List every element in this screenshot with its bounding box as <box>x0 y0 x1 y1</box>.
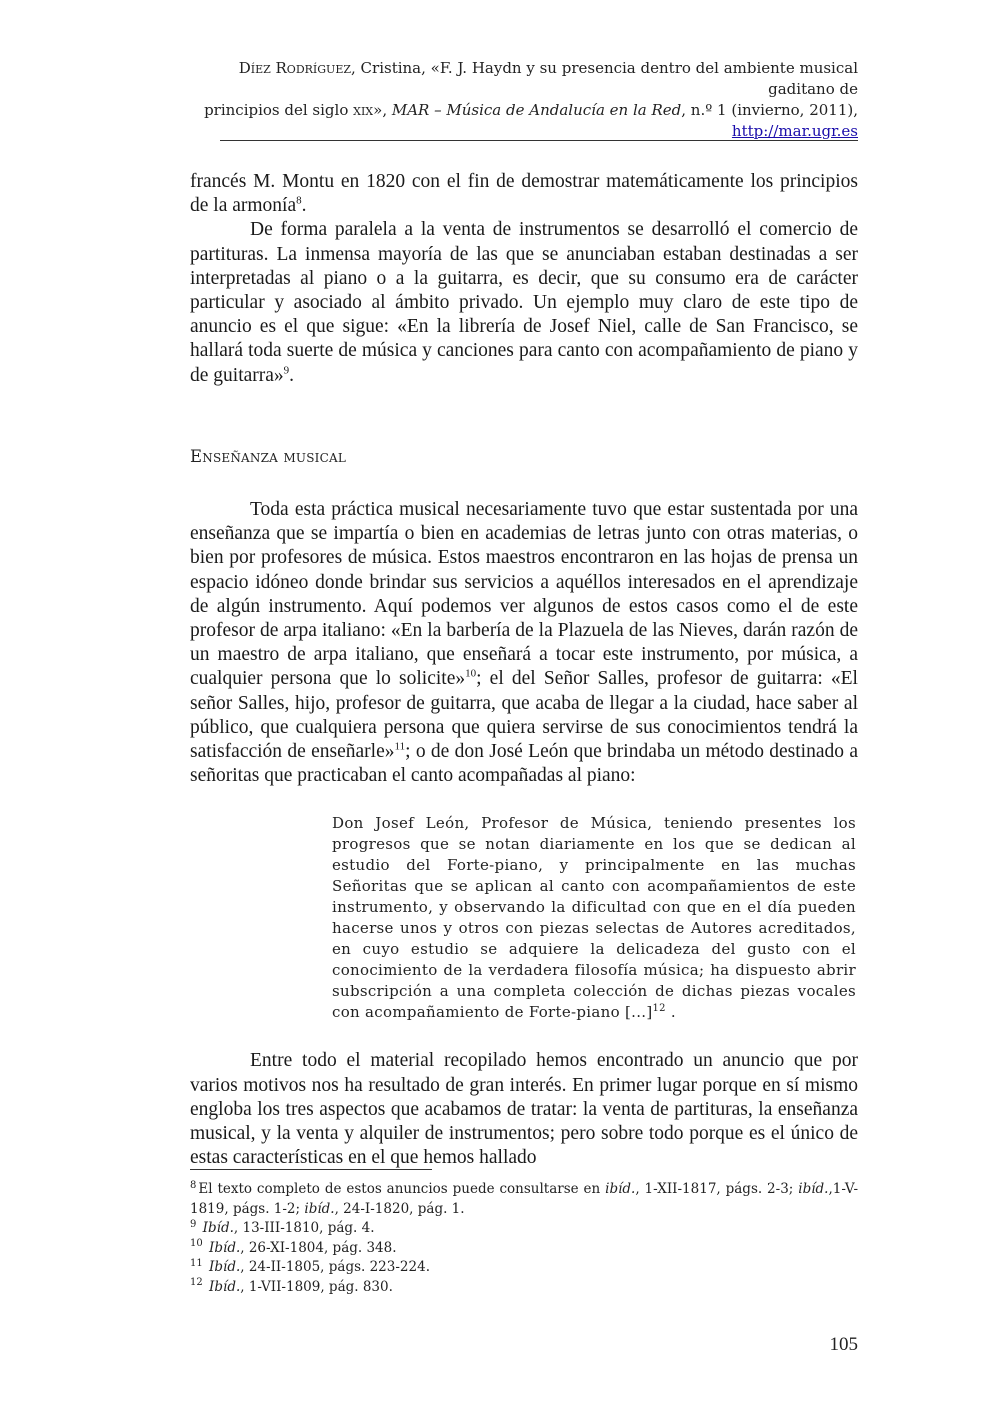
header-century: xix <box>353 101 374 119</box>
journal-url-link[interactable]: http://mar.ugr.es <box>731 122 858 140</box>
paragraph-3 <box>190 498 858 788</box>
block-quote-text: Don Josef León, Profesor de Música, teniendo presentes los progresos que se notan diariamente en los que se dedican al estudio del Forte-piano, y principalmente en las muchas Señoritas que se aplican al canto con acompañamientos de este instrumento, y observando la dificultad con que en el día pueden hacerse unos y otros con piezas selectas de Autores acreditados, en cuyo estudio se adquiere la delicadeza del gusto con el conocimiento de la verdadera filosofía música; ha dispuesto abrir subscripción a una completa colección de dichas piezas vocales con acompañamiento de Forte-piano [...] <box>332 814 856 1022</box>
header-citation-text-2: principios del siglo <box>204 101 354 119</box>
footnote-11 <box>190 1258 858 1278</box>
header-citation-text: , Cristina, «F. J. Haydn y su presencia dentro del ambiente musical gaditano de <box>351 59 858 98</box>
footnote-text: , 26-XI-1804, pág. 348. <box>240 1239 397 1256</box>
header-line-1 <box>190 58 858 100</box>
spacer <box>190 469 858 498</box>
footnote-text: , 24-I-1820, pág. 1. <box>334 1200 465 1217</box>
footnote-8 <box>190 1180 858 1219</box>
journal-issue: , n.º 1 (invierno, 2011), <box>681 101 858 119</box>
footnote-ref-9[interactable]: 9 <box>283 364 290 377</box>
journal-title: MAR – Música de Andalucía en la Red <box>391 101 682 119</box>
paragraph-1-end: . <box>301 195 307 217</box>
footnote-text: , 1-VII-1809, pág. 830. <box>240 1278 393 1295</box>
footnotes <box>190 1180 858 1297</box>
paragraph-1-text: francés M. Montu en 1820 con el fin de demostrar matemáticamente los principios de la armonía <box>190 171 858 217</box>
footnote-text: , 1-XII-1817, págs. 2-3; <box>635 1181 799 1197</box>
section-heading: Enseñanza musical <box>190 446 347 466</box>
footnote-text: , 13-III-1810, pág. 4. <box>233 1220 375 1236</box>
footnote-ref-11[interactable]: 11 <box>394 740 406 753</box>
footnote-ref-10[interactable]: 10 <box>465 667 477 680</box>
footnote-text: El texto completo de estos anuncios puede consultarse en <box>198 1181 606 1197</box>
body-text <box>190 170 858 1170</box>
footnote-ref-8[interactable]: 8 <box>296 194 302 207</box>
paragraph-4: Entre todo el material recopilado hemos encontrado un anuncio que por varios motivos nos ha resultado de gran interés. En primer lugar porque en sí mismo engloba los tres aspectos que acabamos de tratar: la venta de partituras, la enseñanza musical, y la venta y alquiler de instrumentos; pero sobre todo porque es el único de estas características en el que hemos hallado <box>190 1050 858 1169</box>
paragraph-3-text-c: ; o de don José León que brindaba un método destinado a señoritas que practicaban el canto acompañadas al piano: <box>190 741 858 787</box>
footnote-ibid: ibíd. <box>605 1181 636 1197</box>
paragraph-2-text: De forma paralela a la venta de instrumentos se desarrolló el comercio de partituras. La inmensa mayoría de las que se anunciaban estaban destinadas a ser interpretadas al piano o a la guitarra, es decir, que su consumo era de carácter particular y asociado al ámbito privado. Un ejemplo muy claro de este tipo de anuncio es el que sigue: «En la librería de Josef Niel, calle de San Francisco, se hallará toda suerte de música y canciones para canto con acompañamiento de piano y de guitarra» <box>190 219 858 386</box>
footnote-number: 12 <box>190 1277 203 1288</box>
page-number: 105 <box>829 1334 858 1355</box>
paragraph-1 <box>190 170 858 218</box>
paragraph-2-end: . <box>289 364 295 386</box>
footnote-number: 10 <box>190 1238 203 1249</box>
footnote-9 <box>190 1219 858 1239</box>
header-rule <box>220 140 858 141</box>
footnote-ibid: ibíd. <box>798 1181 829 1197</box>
footnote-ibid: Ibíd. <box>209 1278 241 1295</box>
spacer <box>190 1023 858 1049</box>
footnote-ref-12[interactable]: 12 <box>652 1003 666 1015</box>
block-quote <box>332 813 856 1023</box>
header-line-2 <box>190 100 858 121</box>
running-header <box>190 58 858 142</box>
footnote-number: 11 <box>190 1257 203 1269</box>
footnote-number: 9 <box>190 1218 197 1230</box>
author-name: Díez Rodríguez <box>238 59 352 77</box>
footnote-ibid: Ibíd. <box>209 1239 241 1256</box>
footnote-ibid: Ibíd. <box>202 1220 234 1236</box>
paragraph-3-text-a: Toda esta práctica musical necesariamente tuvo que estar sustentada por una enseñanza que se impartía o bien en academias de letras junto con otras materias, o bien por profesores de música. Estos maestros encontraron en las hojas de prensa un espacio idóneo donde brindar sus servicios a aquéllos interesados en el aprendizaje de algún instrumento. Aquí podemos ver algunos de estos casos como el de este profesor de arpa italiano: «En la barbería de la Plazuela de las Nieves, darán razón de un maestro de arpa italiano, que enseñará a tocar este instrumento, por música, a cualquier persona que lo solicite» <box>190 499 858 690</box>
footnote-number: 8 <box>190 1179 197 1191</box>
paragraph-3-text-b: ; el del Señor Salles, profesor de guitarra: «El señor Salles, hijo, profesor de guitarra, que acaba de llegar a la ciudad, hace saber al público, que cualquiera persona que quiera servirse de sus conocimientos tendrá la satisfacción de enseñarle» <box>190 668 858 763</box>
footnote-10 <box>190 1239 858 1259</box>
footnote-ibid: ibíd. <box>304 1200 335 1217</box>
spacer <box>190 788 858 813</box>
footnote-text: , 24-II-1805, págs. 223-224. <box>240 1259 430 1275</box>
spacer <box>190 388 858 445</box>
header-quote-close: », <box>373 101 392 119</box>
block-quote-end: . <box>670 1003 676 1022</box>
footnote-12 <box>190 1278 858 1298</box>
footnote-text: ,1-V-1819, págs. 1-2; <box>190 1181 858 1217</box>
footnote-rule <box>190 1169 432 1170</box>
footnote-ibid: Ibíd. <box>209 1259 241 1275</box>
header-line-3 <box>190 121 858 142</box>
paragraph-2 <box>190 218 858 387</box>
